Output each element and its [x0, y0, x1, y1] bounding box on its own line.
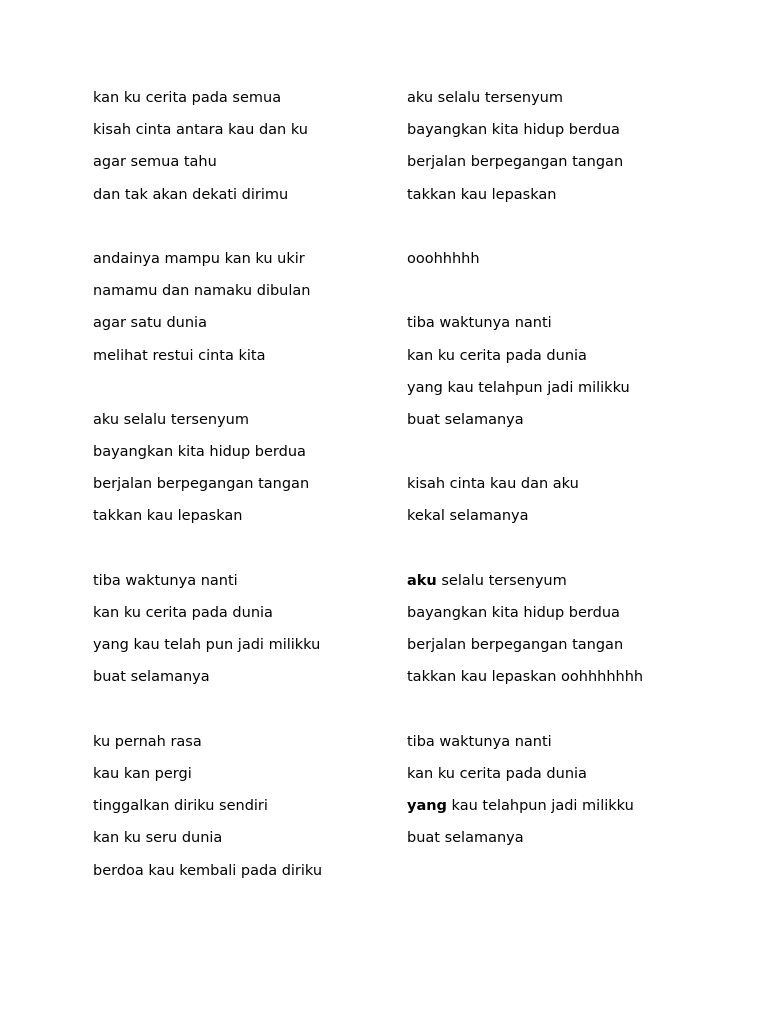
- lyric-text: berdoa kau kembali pada diriku: [93, 862, 323, 879]
- lyric-line: [93, 119, 393, 151]
- lyric-line: [407, 763, 747, 795]
- lyric-text: aku selalu tersenyum: [93, 411, 249, 428]
- lyric-line: [93, 827, 393, 859]
- lyric-bold-word: aku: [407, 572, 437, 589]
- lyric-line: [407, 570, 747, 602]
- lyric-line: [407, 184, 747, 216]
- lyric-line: [407, 87, 747, 119]
- lyric-text: berjalan berpegangan tangan: [407, 154, 624, 171]
- lyric-line: [407, 119, 747, 151]
- lyric-line: [93, 377, 393, 409]
- lyric-text: takkan kau lepaskan oohhhhhhh: [407, 669, 644, 686]
- lyric-line: [93, 699, 393, 731]
- lyric-text: tiba waktunya nanti: [407, 733, 552, 750]
- lyric-text: melihat restui cinta kita: [93, 347, 266, 364]
- lyric-line: [407, 731, 747, 763]
- lyric-text: aku selalu tersenyum: [407, 90, 563, 106]
- lyric-line: [93, 248, 393, 280]
- lyric-text: kan ku cerita pada dunia: [407, 347, 587, 364]
- lyric-line: [407, 345, 747, 377]
- lyric-text: bayangkan kita hidup berdua: [407, 122, 620, 139]
- lyric-line: [93, 666, 393, 698]
- lyric-text: berjalan berpegangan tangan: [407, 637, 624, 654]
- lyric-line: [93, 216, 393, 248]
- lyric-text: kan ku seru dunia: [93, 830, 223, 847]
- lyrics-column-left: [93, 87, 393, 892]
- lyric-line: [407, 409, 747, 441]
- lyric-line: [93, 570, 393, 602]
- lyric-text: kisah cinta antara kau dan ku: [93, 122, 308, 139]
- lyric-text: buat selamanya: [93, 669, 210, 686]
- lyric-text: takkan kau lepaskan: [93, 508, 243, 525]
- lyric-line: [93, 409, 393, 441]
- lyric-text: andainya mampu kan ku ukir: [93, 250, 305, 267]
- lyric-text: tiba waktunya nanti: [407, 315, 552, 332]
- lyric-text: kan ku cerita pada dunia: [407, 765, 587, 782]
- lyric-text: kekal selamanya: [407, 508, 529, 525]
- lyric-text: tiba waktunya nanti: [93, 572, 238, 589]
- lyric-line: [93, 345, 393, 377]
- lyric-line: [407, 666, 747, 698]
- lyrics-column-right: [407, 87, 747, 860]
- lyric-bold-word: yang: [407, 798, 447, 815]
- lyric-text: kau kan pergi: [93, 765, 192, 782]
- lyric-text: bayangkan kita hidup berdua: [93, 444, 306, 461]
- lyric-text: kau telahpun jadi milikku: [446, 798, 634, 815]
- lyric-line: [93, 87, 393, 119]
- lyric-line: [407, 602, 747, 634]
- lyric-text: kan ku cerita pada dunia: [93, 605, 273, 621]
- lyric-text: dan tak akan dekati dirimu: [93, 186, 289, 203]
- lyric-line: [93, 731, 393, 763]
- lyric-line: [407, 505, 747, 537]
- lyric-text: agar semua tahu: [93, 154, 217, 171]
- lyric-line: [93, 634, 393, 666]
- lyric-line: [407, 699, 747, 731]
- lyric-text: takkan kau lepaskan: [407, 186, 557, 203]
- lyric-line: [93, 795, 393, 827]
- lyric-text: tinggalkan diriku sendiri: [93, 798, 268, 815]
- lyric-line: [407, 795, 747, 827]
- lyric-line: [407, 473, 747, 505]
- lyric-line: [407, 151, 747, 183]
- lyric-line: [93, 441, 393, 473]
- lyric-line: [407, 827, 747, 859]
- lyric-text: ku pernah rasa: [93, 733, 202, 750]
- lyric-text: selalu tersenyum: [436, 572, 567, 589]
- lyric-line: [93, 505, 393, 537]
- lyric-text: buat selamanya: [407, 830, 524, 847]
- lyric-line: [93, 763, 393, 795]
- lyric-line: [93, 151, 393, 183]
- lyric-text: kisah cinta kau dan aku: [407, 476, 579, 493]
- lyric-line: [93, 860, 393, 892]
- lyric-line: [407, 248, 747, 280]
- lyric-text: buat selamanya: [407, 411, 524, 428]
- lyric-text: berjalan berpegangan tangan: [93, 476, 310, 493]
- lyric-line: [93, 280, 393, 312]
- lyric-line: [407, 280, 747, 312]
- lyric-line: [93, 473, 393, 505]
- lyric-line: [93, 184, 393, 216]
- lyric-line: [407, 441, 747, 473]
- lyric-line: [93, 312, 393, 344]
- lyric-line: [407, 538, 747, 570]
- lyric-line: [407, 216, 747, 248]
- lyric-line: [407, 377, 747, 409]
- lyric-text: namamu dan namaku dibulan: [93, 283, 311, 300]
- lyric-text: agar satu dunia: [93, 315, 207, 332]
- lyric-line: [93, 602, 393, 634]
- lyric-text: ooohhhhh: [407, 250, 480, 267]
- lyric-text: yang kau telahpun jadi milikku: [407, 379, 630, 396]
- lyric-line: [407, 634, 747, 666]
- lyric-text: yang kau telah pun jadi milikku: [93, 637, 321, 654]
- lyric-text: kan ku cerita pada semua: [93, 90, 282, 106]
- lyric-line: [407, 312, 747, 344]
- lyric-text: bayangkan kita hidup berdua: [407, 605, 620, 621]
- lyric-line: [93, 538, 393, 570]
